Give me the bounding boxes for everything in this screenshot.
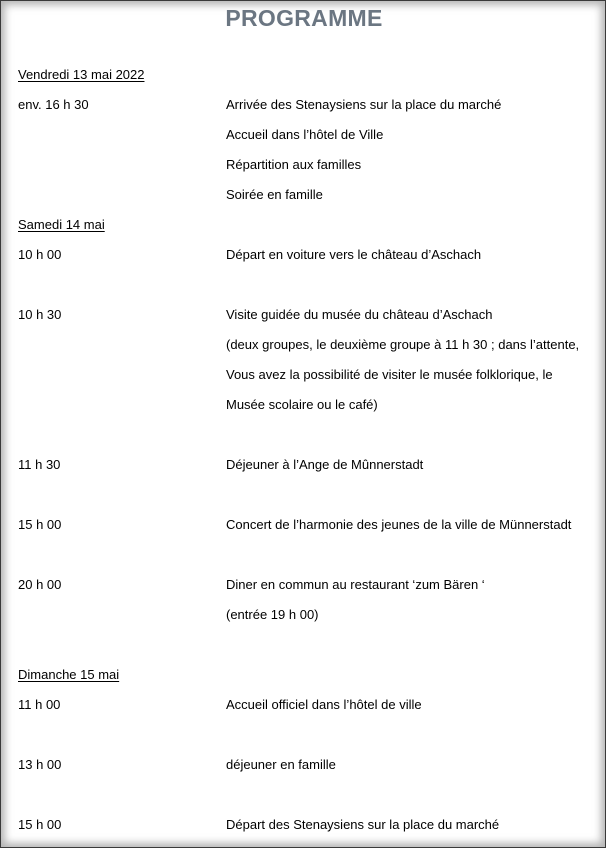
desc-saturday-dinner-1: Diner en commun au restaurant ‘zum Bären ‘	[226, 577, 485, 592]
time-saturday-departure: 10 h 00	[18, 247, 62, 262]
time-saturday-visit: 10 h 30	[18, 307, 62, 322]
time-saturday-dinner: 20 h 00	[18, 577, 62, 592]
desc-saturday-visit-4: Musée scolaire ou le café)	[226, 397, 378, 412]
time-saturday-lunch: 11 h 30	[18, 457, 61, 472]
desc-saturday-concert: Concert de l’harmonie des jeunes de la ville de Münnerstadt	[226, 517, 572, 532]
desc-sunday-departure: Départ des Stenaysiens sur la place du marché	[226, 817, 500, 832]
time-sunday-lunch: 13 h 00	[18, 757, 62, 772]
desc-saturday-lunch: Déjeuner à l’Ange de Mûnnerstadt	[226, 457, 424, 472]
desc-sunday-welcome: Accueil officiel dans l’hôtel de ville	[226, 697, 422, 712]
time-sunday-welcome: 11 h 00	[18, 697, 61, 712]
desc-friday-arrival: Arrivée des Stenaysiens sur la place du marché	[226, 97, 502, 112]
desc-sunday-lunch: déjeuner en famille	[226, 757, 336, 772]
desc-saturday-dinner-2: (entrée 19 h 00)	[226, 607, 319, 622]
desc-friday-welcome: Accueil dans l’hôtel de Ville	[226, 127, 384, 142]
desc-saturday-visit-1: Visite guidée du musée du château d’Aschach	[226, 307, 493, 322]
time-friday-arrival: env. 16 h 30	[18, 97, 89, 112]
day-heading-saturday: Samedi 14 mai	[18, 217, 105, 232]
time-saturday-concert: 15 h 00	[18, 517, 62, 532]
day-heading-sunday: Dimanche 15 mai	[18, 667, 120, 682]
desc-friday-families: Répartition aux familles	[226, 157, 362, 172]
desc-friday-evening: Soirée en famille	[226, 187, 323, 202]
desc-saturday-visit-3: Vous avez la possibilité de visiter le musée folklorique, le	[226, 367, 553, 382]
desc-saturday-visit-2: (deux groupes, le deuxième groupe à 11 h 30 ; dans l’attente,	[226, 337, 580, 352]
page-title: PROGRAMME	[225, 5, 383, 31]
desc-saturday-departure: Départ en voiture vers le château d’Aschach	[226, 247, 482, 262]
day-heading-friday: Vendredi 13 mai 2022	[18, 67, 145, 82]
time-sunday-departure: 15 h 00	[18, 817, 62, 832]
